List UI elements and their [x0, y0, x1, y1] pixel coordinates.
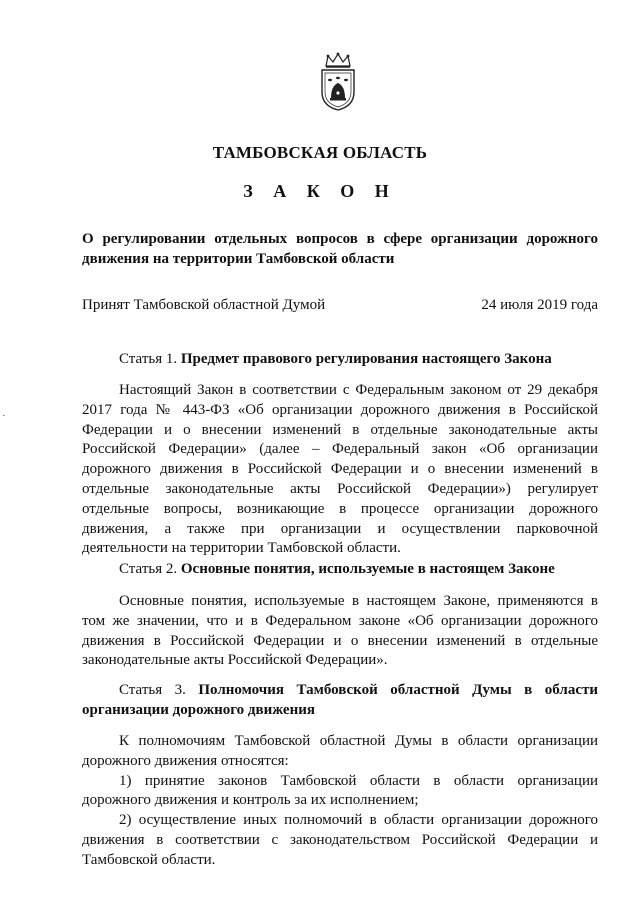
scan-edge-mark: ·: [2, 410, 6, 422]
article-3-label: Статья 3.: [119, 682, 186, 698]
article-2-body: [82, 592, 598, 671]
article-3-paragraph-3: 2) осуществление иных полномочий в области организации дорожного движения в соответствии с законодательством Российской Федерации и Тамбовской области.: [82, 812, 598, 868]
article-1-paragraph-1: Настоящий Закон в соответствии с Федеральным законом от 29 декабря 2017 года № 443-ФЗ «Об организации дорожного движения в Российской Федерации и о внесении изменений в отдельные законодательные акты Российской Федерации» (далее – Федеральный закон «Об организации дорожного движения в Российской Федерации и о внесении изменений в отдельные законодательные акты Российской Федерации») регулирует отдельные вопросы, возникающие в процессе организации дорожного движения, а также при организации и осуществлении парковочной деятельности на территории Тамбовской области.: [82, 382, 598, 557]
article-2-paragraph-1: Основные понятия, используемые в настоящем Законе, применяются в том же значении, что и в Федеральном законе «Об организации дорожного движения в Российской Федерации и о внесении изменений в отдельные законодательные акты Российской Федерации».: [82, 593, 598, 669]
article-3-title: Полномочия Тамбовской областной Думы в области организации дорожного движения: [82, 682, 598, 718]
adoption-line: [82, 297, 598, 314]
adoption-date: 24 июля 2019 года: [481, 297, 598, 313]
region-name: ТАМБОВСКАЯ ОБЛАСТЬ: [212, 143, 428, 162]
adopted-by-text: Принят Тамбовской областной Думой: [82, 297, 326, 313]
tambov-coat-of-arms-icon: [316, 52, 360, 112]
article-1-body: [82, 381, 598, 559]
article-1-label: Статья 1.: [119, 351, 178, 367]
article-3-paragraph-2: 1) принятие законов Тамбовской области в области организации дорожного движения и контроль за их исполнением;: [82, 772, 598, 809]
article-3-body: [82, 732, 598, 871]
article-1-heading: [82, 349, 598, 369]
article-2-heading: [82, 559, 598, 579]
article-3-paragraph-1: К полномочиям Тамбовской областной Думы в области организации дорожного движения относятся:: [82, 733, 598, 769]
article-1-title: Предмет правового регулирования настоящего Закона: [180, 351, 552, 367]
article-2-title: Основные понятия, используемые в настоящем Законе: [180, 561, 555, 577]
article-2-label: Статья 2.: [119, 561, 178, 577]
law-subject-title: О регулировании отдельных вопросов в сфере организации дорожного движения на территории Тамбовской области: [82, 231, 598, 267]
document-type-title: З А К О Н: [243, 181, 397, 201]
article-3-heading: [82, 680, 598, 720]
